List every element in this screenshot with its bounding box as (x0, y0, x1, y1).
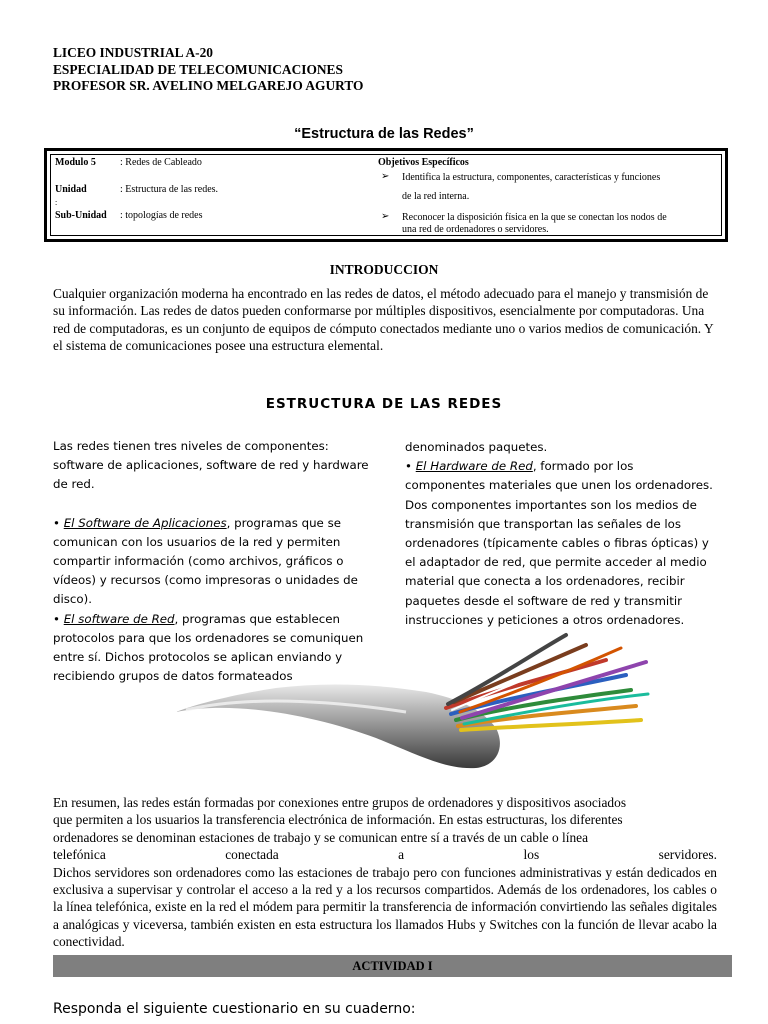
summary-line-3: ordenadores se denominan estaciones de trabajo y se comunican entre sí a través de un cable o línea (53, 829, 589, 845)
stray-colon: : (55, 198, 58, 207)
packets-continuation: denominados paquetes. (405, 440, 548, 454)
modulo-value: : Redes de Cableado (120, 157, 202, 168)
right-column (405, 438, 715, 630)
document-title: “Estructura de las Redes” (294, 126, 474, 142)
specialty: ESPECIALIDAD DE TELECOMUNICACIONES (53, 61, 343, 77)
objetivos-title: Objetivos Específicos (378, 157, 469, 168)
levels-intro: Las redes tienen tres niveles de componentes: software de aplicaciones, software de red y hardware de red. (53, 439, 369, 492)
hardware-item (405, 457, 715, 630)
bullet-icon: • (405, 459, 412, 474)
bullet-icon: • (53, 611, 60, 626)
objetivo-2-line-1: Reconocer la disposición física en la que se conectan los nodos de (402, 212, 667, 223)
cable-sheath (176, 685, 500, 769)
net-software-term: El software de Red (63, 611, 175, 626)
module-info-inner-border (50, 154, 722, 236)
unidad-label: Unidad (55, 184, 87, 195)
summary-line-4 (53, 846, 717, 863)
net-software-text: , programas que establecen protocolos para que los ordenadores se comuniquen entre sí. Dichos protocolos se aplican enviando y recibiendo grupos de datos formateados (53, 611, 364, 684)
summary-rest: Dichos servidores son ordenadores como las estaciones de trabajo pero con funciones administrativas y están dedicados en exclusiva a supervisar y controlar el acceso a la red y a los recursos compartidos. Además de los ordenadores, los cables o la línea telefónica, existe en la red el módem para permitir la transferencia de información convirtiendo las señales digitales a analógicas y viceversa, también existen en esta estructura los llamados Hubs y Switches con la función de llevar acabo la conectividad. (53, 864, 717, 950)
modulo-label: Modulo 5 (55, 157, 96, 168)
summary-line-1: En resumen, las redes están formadas por conexiones entre grupos de ordenadores y dispositivos asociados (53, 795, 627, 810)
summary-word: a (398, 847, 405, 863)
objetivo-2-line-2: una red de ordenadores o servidores. (402, 224, 549, 235)
arrow-bullet-icon: ➢ (381, 171, 390, 182)
hardware-term: El Hardware de Red (415, 459, 533, 474)
summary-word: los (523, 847, 540, 863)
cable-wires (446, 635, 648, 730)
summary-paragraph (53, 794, 717, 951)
document-header (53, 45, 363, 95)
teacher-name: PROFESOR SR. AVELINO MELGAREJO AGURTO (53, 78, 364, 93)
objetivo-1-line-1: Identifica la estructura, componentes, características y funciones (402, 172, 661, 183)
unidad-value: : Estructura de las redes. (120, 184, 219, 195)
app-software-item (53, 514, 373, 610)
activity-heading: ACTIVIDAD I (53, 955, 732, 977)
summary-line-2: que permiten a los usuarios la transferencia electrónica de información. En estas estructuras, los diferentes (53, 812, 623, 828)
app-software-text: , programas que se comunican con los usuarios de la red y permiten compartir información (como archivos, gráficos o vídeos) y recursos (como impresoras o unidades de disco). (53, 515, 358, 607)
app-software-term: El Software de Aplicaciones (63, 515, 227, 530)
structure-heading: ESTRUCTURA DE LAS REDES (265, 396, 503, 412)
network-cable-illustration (176, 620, 736, 780)
bullet-icon: • (53, 515, 60, 530)
arrow-bullet-icon: ➢ (381, 211, 390, 222)
summary-word: conectada (225, 847, 279, 863)
summary-word: telefónica (53, 847, 106, 863)
intro-paragraph: Cualquier organización moderna ha encontrado en las redes de datos, el método adecuado para el manejo y transmisión de su información. Las redes de datos pueden conformarse por múltiples dispositivos, esencialmente por computadoras. Una red de computadoras, es un conjunto de equipos de cómputo conectados mediante uno o varios medios de comunicación. Y el sistema de comunicaciones posee una estructura elemental. (53, 286, 714, 354)
subunidad-label: Sub-Unidad (55, 210, 107, 221)
subunidad-value: : topologías de redes (120, 210, 203, 221)
activity-instruction: Responda el siguiente cuestionario en su cuaderno: (53, 1001, 416, 1017)
intro-heading: INTRODUCCION (329, 262, 439, 277)
summary-word: servidores. (658, 847, 717, 863)
objetivo-1-line-2: de la red interna. (402, 191, 470, 202)
module-info-box (44, 148, 728, 242)
school-name: LICEO INDUSTRIAL A-20 (53, 45, 213, 60)
hardware-text: , formado por los componentes materiales que unen los ordenadores. Dos componentes importantes son los medios de transmisión que transportan las señales de los ordenadores (típicamente cables o fibras ópticas) y el adaptador de red, que permite acceder al medio material que conecta a los ordenadores, recibir paquetes desde el software de red y transmitir instrucciones y peticiones a otros ordenadores. (405, 459, 713, 627)
